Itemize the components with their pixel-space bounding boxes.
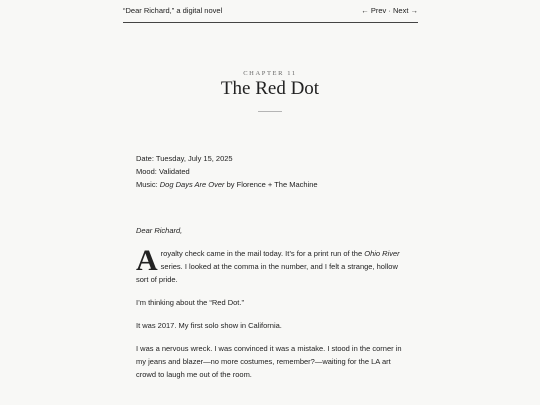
chapter-title: The Red Dot (220, 78, 320, 99)
letter-paragraph: It was 2017. My first solo show in California. (136, 321, 282, 330)
chapter-label: CHAPTER 11 (243, 70, 297, 77)
title-divider (258, 111, 282, 112)
entry-meta (136, 152, 408, 191)
meta-date-value: Tuesday, July 15, 2025 (155, 154, 233, 163)
meta-mood-label: Mood: (136, 167, 157, 176)
letter-paragraph: I was a nervous wreck. I was convinced it was a mistake. I stood in the corner in my jeans and blazer—no more costumes, remember?—waiting for the LA art crowd to laugh me out of the room. (136, 344, 402, 379)
chapter-nav (361, 6, 418, 15)
meta-music-label: Music: (136, 180, 158, 189)
meta-date-label: Date: (136, 154, 154, 163)
series-title: Ohio River (364, 249, 400, 258)
meta-mood (136, 165, 408, 178)
prev-link[interactable]: ← Prev (361, 6, 387, 15)
letter-paragraph: I’m thinking about the “Red Dot.” (136, 298, 244, 307)
meta-music-artist: by Florence + The Machine (226, 180, 318, 189)
letter-paragraph (136, 244, 408, 286)
meta-date (136, 152, 408, 165)
meta-music-song: Dog Days Are Over (159, 180, 225, 189)
next-link[interactable]: Next → (392, 6, 418, 15)
paragraph-text: series. I looked at the comma in the number, and I felt a strange, hollow sort of pride. (136, 262, 398, 284)
top-bar (123, 0, 418, 23)
letter-salutation: Dear Richard, (136, 226, 183, 235)
meta-mood-value: Validated (158, 167, 190, 176)
chapter-content (136, 152, 408, 381)
paragraph-text: royalty check came in the mail today. It’s for a print run of the (160, 249, 365, 258)
site-title[interactable]: “Dear Richard,” a digital novel (123, 6, 223, 15)
meta-music (136, 178, 408, 191)
nav-separator: · (388, 6, 391, 15)
drop-cap: A (136, 244, 158, 277)
